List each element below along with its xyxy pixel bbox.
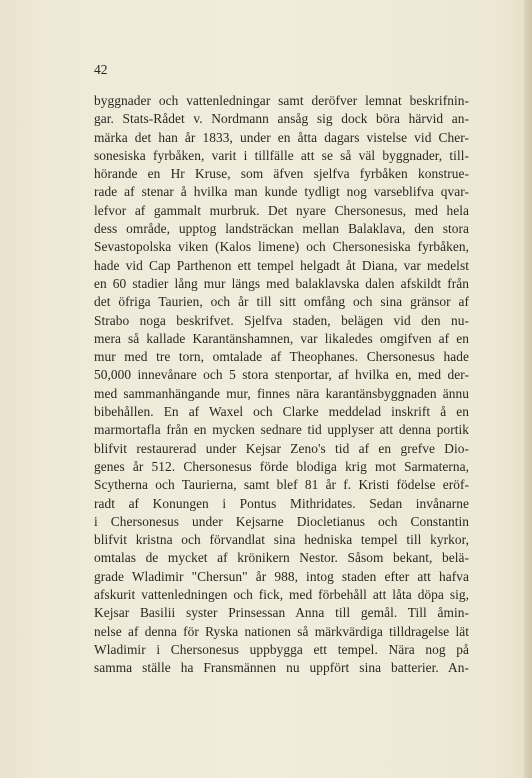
text-line: sonesiska fyrbåken, varit i tillfälle att se så väl byggnader, till- [94, 147, 469, 163]
text-line: Strabo noga beskrifvet. Sjelfva staden, belägen vid den nu- [94, 312, 469, 328]
text-line: Sevastopolska viken (Kalos limene) och Chersonesiska fyrbåken, [94, 239, 469, 255]
text-line: blifvit restaurerad under Kejsar Zeno's tid af en grefve Dio- [94, 440, 469, 456]
text-line: bibehållen. En af Waxel och Clarke meddelad inskrift å en [94, 404, 469, 420]
text-line: rade af stenar å hvilka man kunde tydligt nog varseblifva qvar- [94, 184, 469, 200]
text-line: afskurit vattenledningen och fick, med förbehåll att låta döpa sig, [94, 587, 469, 603]
text-line: samma ställe ha Fransmännen nu uppfört sina batterier. An- [94, 660, 469, 676]
text-line: grade Wladimir "Chersun" år 988, intog staden efter att hafva [94, 568, 469, 584]
body-text [94, 92, 469, 678]
text-line: mur med tre torn, omtalade af Theophanes. Chersonesus hade [94, 349, 469, 365]
page-number: 42 [94, 62, 108, 77]
text-line: byggnader och vattenledningar samt deröfver lemnat beskrifnin- [94, 93, 469, 108]
text-line: med sammanhängande mur, finnes nära karantänsbyggnaden ännu [94, 385, 469, 401]
text-line: omtalas de mycket af krönikern Nestor. Såsom bekant, belä- [94, 550, 469, 566]
text-line: genes år 512. Chersonesus förde blodiga krig mot Sarmaterna, [94, 458, 469, 474]
text-line: blifvit kristna och förvandlat sina hedniska tempel till kyrkor, [94, 532, 469, 548]
text-line: marmortafla från en mycken sednare tid upplyser att denna portik [94, 422, 469, 438]
text-line: Wladimir i Chersonesus uppbygga ett tempel. Nära nog på [94, 641, 469, 657]
text-line: radt af Konungen i Pontus Mithridates. Sedan invånarne [94, 495, 469, 511]
text-line: det öfriga Taurien, och år till sitt omfång och sina gränsor af [94, 294, 469, 310]
text-line: 50,000 innevånare och 5 stora stenportar, af hvilka en, med der- [94, 367, 469, 383]
text-line: Scytherna och Taurierna, samt blef 81 år f. Kristi födelse eröf- [94, 477, 469, 493]
text-line: hörande en Hr Kruse, som äfven sjelfva fyrbåken konstrue- [94, 166, 469, 182]
text-line: märka det han år 1833, under en åtta dagars vistelse vid Cher- [94, 129, 469, 145]
text-line: lefvor af gammalt murbruk. Det nyare Chersonesus, med hela [94, 202, 469, 218]
text-line: en 60 stadier lång mur längs med balaklavska dalen afskildt från [94, 275, 469, 291]
text-line: gar. Stats-Rådet v. Nordmann ansåg sig dock böra härvid an- [94, 111, 469, 127]
text-line: hade vid Cap Parthenon ett tempel helgadt åt Diana, var medelst [94, 257, 469, 273]
text-line: Kejsar Basilii syster Prinsessan Anna till gemål. Till åmin- [94, 605, 469, 621]
text-line: mera så kallade Karantänshamnen, var likaledes omgifven af en [94, 330, 469, 346]
text-line: i Chersonesus under Kejsarne Diocletianus och Constantin [94, 513, 469, 529]
page-edge [524, 0, 532, 778]
text-line: nelse af denna för Ryska nationen så märkvärdiga tilldragelse lät [94, 623, 469, 639]
text-line: dess område, upptog landsträckan mellan Balaklava, den stora [94, 221, 469, 237]
